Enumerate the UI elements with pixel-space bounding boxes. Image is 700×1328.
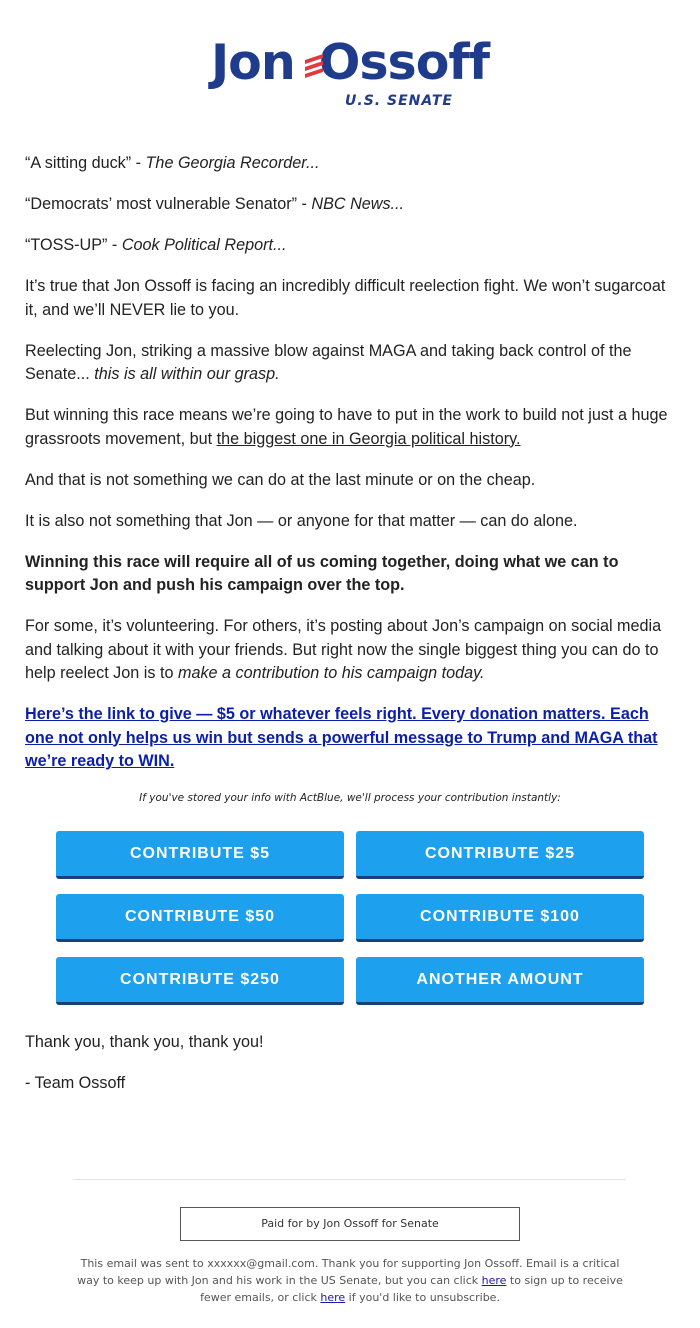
another-amount-button[interactable]: ANOTHER AMOUNT bbox=[356, 957, 644, 1005]
logo-subtitle: U.S. SENATE bbox=[345, 93, 453, 109]
quote-3: “TOSS-UP” - Cook Political Report... bbox=[25, 236, 287, 254]
unsubscribe-link[interactable]: here bbox=[320, 1291, 346, 1304]
donate-link[interactable]: Here’s the link to give — $5 or whatever feels right. Every donation matters. Each one not only helps us win but sends a powerful message to Trump and MAGA that we’re ready to WIN. bbox=[25, 705, 658, 770]
fewer-emails-link[interactable]: here bbox=[481, 1274, 507, 1287]
contribute-25-button[interactable]: CONTRIBUTE $25 bbox=[356, 831, 644, 879]
quote-1: “A sitting duck” - The Georgia Recorder... bbox=[25, 154, 320, 172]
contribute-5-button[interactable]: CONTRIBUTE $5 bbox=[56, 831, 344, 879]
email-body bbox=[25, 152, 675, 791]
campaign-logo bbox=[0, 34, 700, 114]
footer-fine-print: This email was sent to xxxxxx@gmail.com. Thank you for supporting Jon Ossoff. Email is a critical way to keep up with Jon and his work in the US Senate, but you can click here to sign up to receive fewer emails, or click here if you'd like to unsubscribe. bbox=[77, 1257, 623, 1304]
contribute-100-button[interactable]: CONTRIBUTE $100 bbox=[356, 894, 644, 942]
paragraph: And that is not something we can do at the last minute or on the cheap. bbox=[25, 470, 536, 489]
paid-for-disclaimer: Paid for by Jon Ossoff for Senate bbox=[180, 1207, 520, 1241]
logo-first-name: Jon bbox=[210, 34, 295, 91]
thanks-line: Thank you, thank you, thank you! bbox=[25, 1033, 264, 1051]
quote-source: Cook Political Report... bbox=[121, 236, 287, 254]
donate-paragraph bbox=[25, 703, 675, 774]
quote-source: NBC News... bbox=[311, 195, 405, 213]
footer-divider bbox=[73, 1179, 626, 1180]
bold-paragraph: Winning this race will require all of us coming together, doing what we can to support Jon and push his campaign over the top. bbox=[25, 552, 619, 594]
paragraph: But winning this race means we’re going to have to put in the work to build not just a huge grassroots movement, but the biggest one in Georgia political history. bbox=[25, 406, 668, 448]
logo-stripes-icon bbox=[303, 48, 337, 84]
quote-2: “Democrats’ most vulnerable Senator” - NBC News... bbox=[25, 195, 405, 213]
underlined-text: the biggest one in Georgia political history. bbox=[216, 429, 521, 448]
paragraph: For some, it’s volunteering. For others, it’s posting about Jon’s campaign on social media and talking about it with your friends. But right now the single biggest thing you can do to help reelect Jon is to make a contribution to his campaign today. bbox=[25, 617, 662, 682]
contribute-250-button[interactable]: CONTRIBUTE $250 bbox=[56, 957, 344, 1005]
logo-wordmark bbox=[0, 34, 700, 92]
actblue-note: If you've stored your info with ActBlue, we'll process your contribution instantly: bbox=[139, 792, 561, 804]
quote-source: The Georgia Recorder... bbox=[145, 154, 320, 172]
paragraph: It is also not something that Jon — or anyone for that matter — can do alone. bbox=[25, 511, 578, 530]
paragraph: Reelecting Jon, striking a massive blow against MAGA and taking back control of the Senate... this is all within our grasp. bbox=[25, 341, 632, 383]
paragraph: It’s true that Jon Ossoff is facing an incredibly difficult reelection fight. We won’t sugarcoat it, and we’ll NEVER lie to you. bbox=[25, 277, 666, 319]
recipient-email: xxxxxx@gmail.com bbox=[207, 1257, 315, 1270]
logo-last-name: Ossoff bbox=[318, 34, 490, 91]
contribute-50-button[interactable]: CONTRIBUTE $50 bbox=[56, 894, 344, 942]
team-signature: - Team Ossoff bbox=[25, 1074, 126, 1092]
